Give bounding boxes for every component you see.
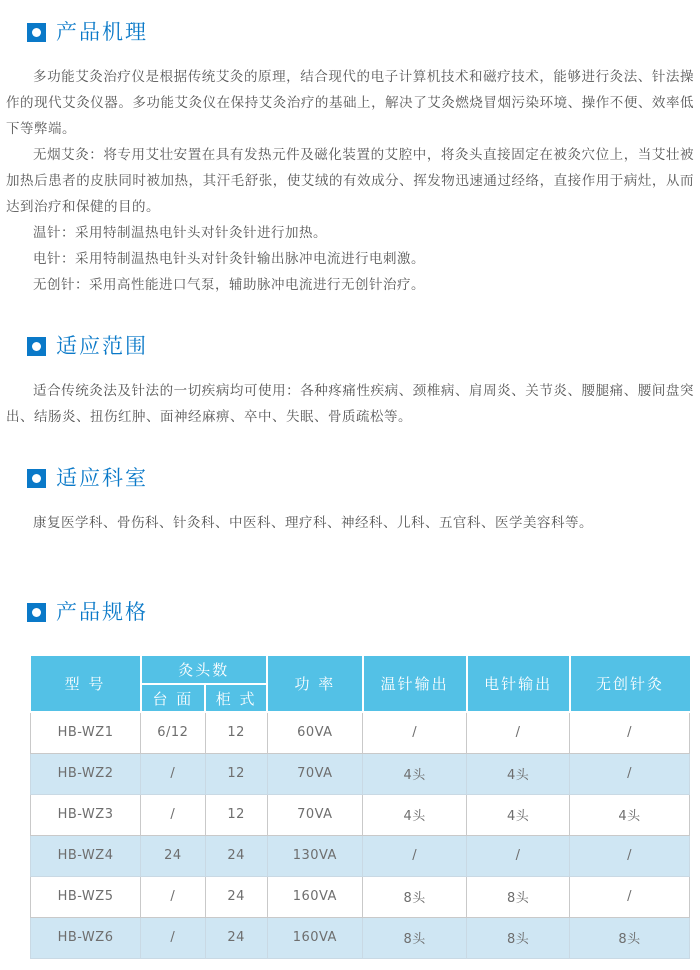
col-header-electric-needle: 电针输出	[467, 656, 570, 712]
spec-table-cell: 60VA	[267, 712, 363, 753]
col-header-cabinet: 柜 式	[205, 684, 267, 712]
spec-table-cell: 160VA	[267, 876, 363, 917]
spec-model-cell: HB-WZ3	[31, 794, 141, 835]
spec-table-cell: 12	[205, 753, 267, 794]
spec-table	[30, 656, 690, 959]
paragraph: 多功能艾灸治疗仪是根据传统艾灸的原理，结合现代的电子计算机技术和磁疗技术，能够进行灸法、针法操作的现代艾灸仪器。多功能艾灸仪在保持艾灸治疗的基础上，解决了艾灸燃烧冒烟污染环境、操作不便、效率低下等弊端。	[6, 69, 694, 137]
spec-table-cell: 8头	[467, 917, 570, 958]
spec-table-cell: 24	[141, 835, 206, 876]
paragraph: 无烟艾灸：将专用艾壮安置在具有发热元件及磁化装置的艾腔中，将灸头直接固定在被灸穴位上，当艾壮被加热后患者的皮肤同时被加热，其汗毛舒张，使艾绒的有效成分、挥发物迅速通过经络，直接作用于病灶，从而达到治疗和保健的目的。	[6, 147, 694, 215]
spec-model-cell: HB-WZ4	[31, 835, 141, 876]
spec-table-cell: 70VA	[267, 794, 363, 835]
spec-table-row	[31, 753, 690, 794]
paragraph: 康复医学科、骨伤科、针灸科、中医科、理疗科、神经科、儿科、五官科、医学美容科等。	[33, 515, 593, 531]
spec-table-cell: 4头	[467, 753, 570, 794]
spec-table-cell: /	[570, 835, 690, 876]
spec-table-cell: 4头	[467, 794, 570, 835]
spec-table-cell: 12	[205, 794, 267, 835]
paragraph: 温针：采用特制温热电针头对针灸针进行加热。	[33, 225, 327, 241]
spec-table-cell: /	[570, 712, 690, 753]
spec-table-cell: /	[363, 835, 467, 876]
spec-table-cell: 4头	[570, 794, 690, 835]
spec-table-row	[31, 794, 690, 835]
spec-table-cell: /	[141, 917, 206, 958]
spec-table-cell: /	[467, 835, 570, 876]
col-header-heads-group: 灸头数	[141, 656, 268, 684]
section-heading-scope	[27, 332, 700, 360]
section-title-departments: 适应科室	[56, 466, 148, 490]
spec-table-cell: 8头	[363, 917, 467, 958]
col-header-model: 型 号	[31, 656, 141, 712]
col-header-desk: 台 面	[141, 684, 206, 712]
spec-table-cell: /	[141, 794, 206, 835]
spec-table-cell: 160VA	[267, 917, 363, 958]
spec-table-cell: /	[570, 876, 690, 917]
paragraph: 电针：采用特制温热电针头对针灸针输出脉冲电流进行电刺激。	[33, 251, 425, 267]
section-bullet-icon	[27, 337, 46, 356]
paragraph: 无创针：采用高性能进口气泵，辅助脉冲电流进行无创针治疗。	[33, 277, 425, 293]
spec-table-cell: /	[363, 712, 467, 753]
section-bullet-icon	[27, 23, 46, 42]
section-heading-departments	[27, 464, 700, 492]
col-header-noninvasive: 无创针灸	[570, 656, 690, 712]
spec-table-row	[31, 917, 690, 958]
spec-table-cell: /	[570, 753, 690, 794]
departments-text	[6, 510, 694, 536]
spec-model-cell: HB-WZ6	[31, 917, 141, 958]
col-header-warm-needle: 温针输出	[363, 656, 467, 712]
spec-table-cell: 24	[205, 876, 267, 917]
section-title-scope: 适应范围	[56, 334, 148, 358]
spec-table-cell: 8头	[467, 876, 570, 917]
spec-table-body	[31, 712, 690, 958]
spec-table-row	[31, 712, 690, 753]
spec-table-cell: 4头	[363, 753, 467, 794]
spec-table-cell: 70VA	[267, 753, 363, 794]
scope-text	[6, 378, 694, 430]
spec-table-container	[30, 656, 670, 959]
spec-table-cell: /	[141, 753, 206, 794]
spec-table-cell: 24	[205, 917, 267, 958]
section-bullet-icon	[27, 603, 46, 622]
spec-table-cell: 24	[205, 835, 267, 876]
spec-table-cell: /	[467, 712, 570, 753]
spec-table-cell: 130VA	[267, 835, 363, 876]
spec-table-cell: 8头	[570, 917, 690, 958]
spec-model-cell: HB-WZ5	[31, 876, 141, 917]
mechanism-text	[6, 64, 694, 298]
section-heading-specs	[27, 598, 700, 626]
spec-table-cell: 4头	[363, 794, 467, 835]
paragraph: 适合传统灸法及针法的一切疾病均可使用：各种疼痛性疾病、颈椎病、肩周炎、关节炎、腰腿痛、腰间盘突出、结肠炎、扭伤红肿、面神经麻痹、卒中、失眠、骨质疏松等。	[6, 383, 694, 425]
spec-table-row	[31, 835, 690, 876]
spec-table-row	[31, 876, 690, 917]
spec-table-cell: 12	[205, 712, 267, 753]
spec-table-cell: 8头	[363, 876, 467, 917]
section-bullet-icon	[27, 469, 46, 488]
section-title-specs: 产品规格	[56, 600, 148, 624]
spec-table-cell: /	[141, 876, 206, 917]
section-heading-mechanism	[27, 18, 700, 46]
spec-model-cell: HB-WZ2	[31, 753, 141, 794]
spec-model-cell: HB-WZ1	[31, 712, 141, 753]
section-title-mechanism: 产品机理	[56, 20, 148, 44]
spec-table-cell: 6/12	[141, 712, 206, 753]
col-header-power: 功 率	[267, 656, 363, 712]
spec-table-header	[31, 656, 690, 712]
